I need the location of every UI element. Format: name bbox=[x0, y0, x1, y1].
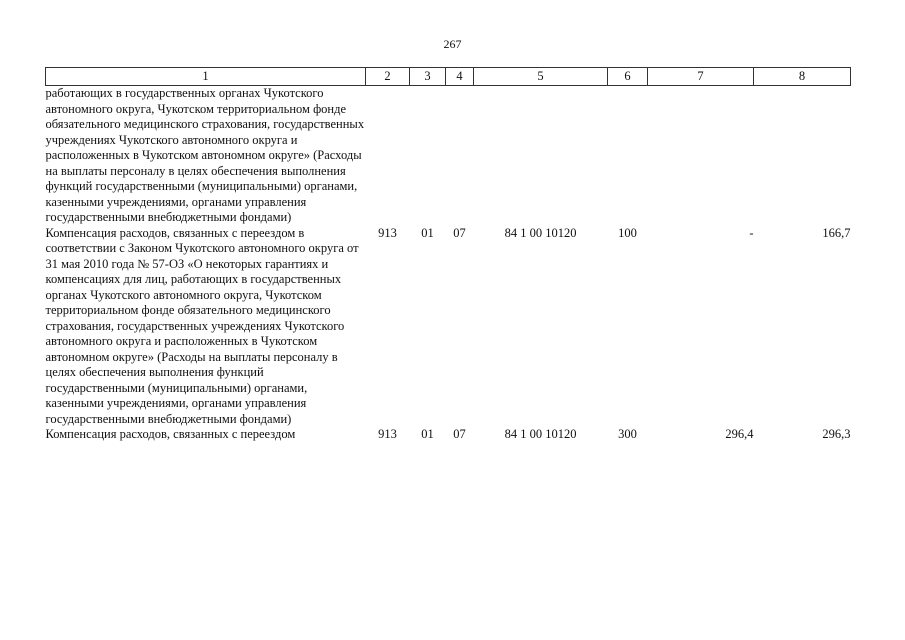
column-header: 8 bbox=[754, 68, 851, 86]
row-description: Компенсация расходов, связанных с переездом в соответствии с Законом Чукотского автономного округа от 31 мая 2010 года № 57-ОЗ «О некоторых гарантиях и компенсациях для лиц, работающих в государственных органах Чукотского автономного округа, Чукотском территориальном фонде обязательного медицинского страхования, государственных учреждениях Чукотского автономного округа и расположенных в Чукотском автономном округе» (Расходы на выплаты персоналу в целях обеспечения выполнения функций государственными (муниципальными) органами, казенными учреждениями, органами управления государственными внебюджетными фондами) bbox=[45, 225, 359, 426]
column-header: 2 bbox=[366, 68, 410, 86]
continuation-description: работающих в государственных органах Чукотского автономного округа, Чукотском территориальном фонде обязательного медицинского страхования, государственных учреждениях Чукотского автономного округа и расположенных в Чукотском автономном округе» (Расходы на выплаты персоналу в целях обеспечения выполнения функций государственными (муниципальными) органами, казенными учреждениями, органами управления государственными внебюджетными фондами) bbox=[45, 86, 365, 224]
cell-amount-col7: - bbox=[749, 225, 754, 240]
column-header: 7 bbox=[648, 68, 754, 86]
column-header: 3 bbox=[410, 68, 446, 86]
cell-amount-col7: 296,4 bbox=[725, 427, 754, 441]
table-row bbox=[46, 226, 851, 428]
column-header: 4 bbox=[446, 68, 474, 86]
cell-section-code: 01 bbox=[421, 427, 434, 441]
table-row bbox=[46, 427, 851, 443]
cell-target-article: 84 1 00 10120 bbox=[504, 225, 577, 240]
column-header: 6 bbox=[608, 68, 648, 86]
cell-ministry-code: 913 bbox=[378, 225, 397, 240]
column-header-row bbox=[46, 68, 851, 86]
cell-expense-type: 100 bbox=[618, 225, 637, 240]
cell-amount-col8: 296,3 bbox=[822, 427, 851, 441]
table-row bbox=[46, 86, 851, 226]
cell-expense-type: 300 bbox=[618, 427, 637, 441]
budget-table bbox=[45, 67, 851, 443]
cell-section-code: 01 bbox=[421, 225, 434, 240]
cell-ministry-code: 913 bbox=[378, 427, 397, 441]
cell-subsection-code: 07 bbox=[453, 225, 466, 240]
column-header: 5 bbox=[474, 68, 608, 86]
page-number: 267 bbox=[443, 37, 462, 51]
cell-subsection-code: 07 bbox=[453, 427, 466, 441]
column-header: 1 bbox=[46, 68, 366, 86]
row-description: Компенсация расходов, связанных с переездом bbox=[45, 427, 296, 441]
cell-amount-col8: 166,7 bbox=[822, 225, 851, 240]
cell-target-article: 84 1 00 10120 bbox=[504, 427, 577, 441]
